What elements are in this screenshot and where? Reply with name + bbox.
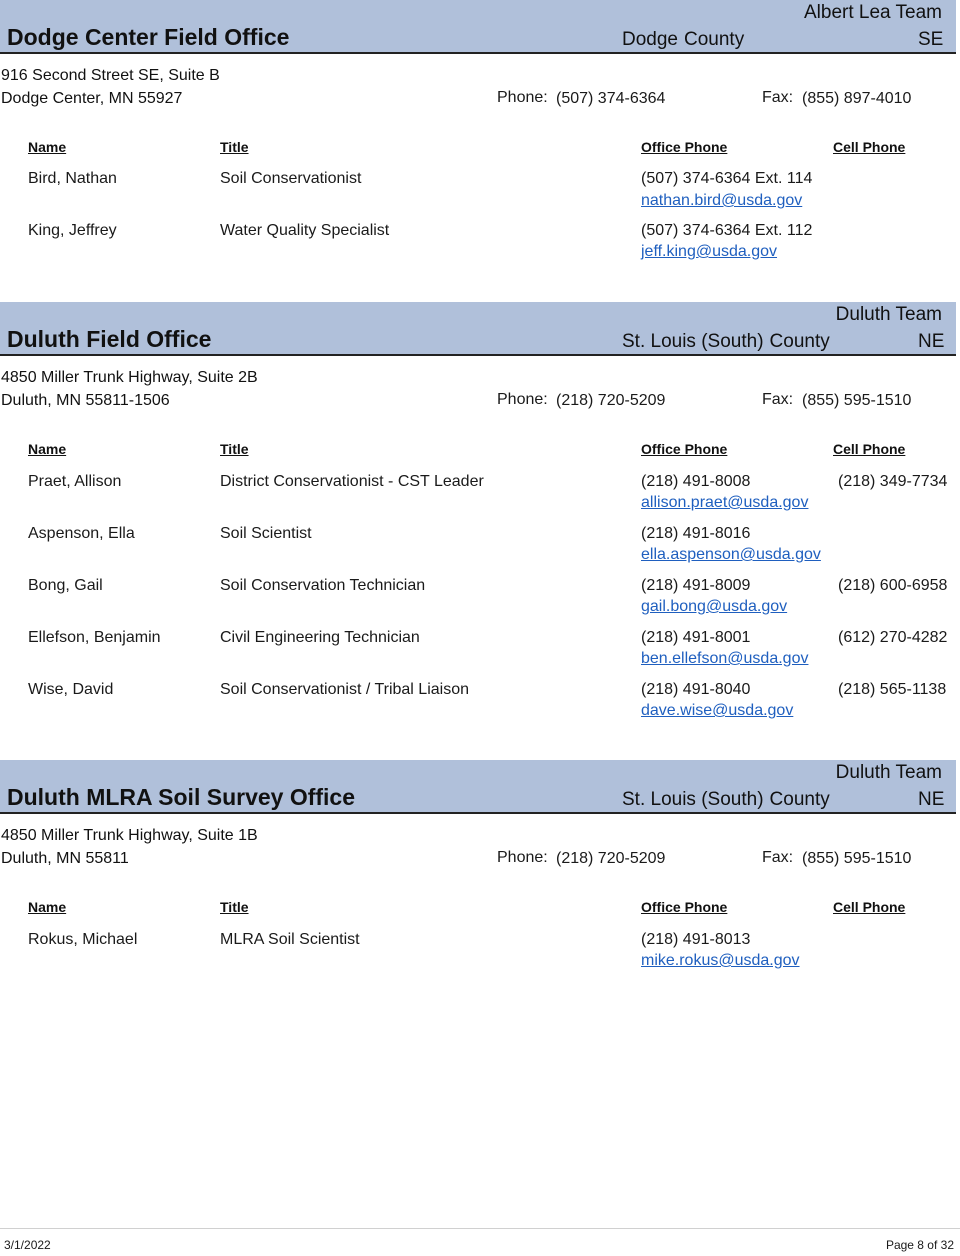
county — [622, 331, 830, 353]
staff-cell-phone: (612) 270-4282 — [838, 629, 948, 646]
staff-title: Soil Conservationist / Tribal Liaison — [220, 681, 470, 698]
staff-email-link[interactable]: gail.bong@usda.gov — [641, 598, 788, 615]
phone-label: Phone: — [497, 391, 548, 408]
staff-name: Bong, Gail — [28, 577, 103, 594]
team-name: Albert Lea Team — [803, 2, 942, 23]
staff-email-link[interactable]: jeff.king@usda.gov — [641, 243, 778, 260]
region-code: SE — [918, 29, 944, 50]
address-line-2: Duluth, MN 55811 — [1, 850, 129, 867]
staff-office-phone: (507) 374-6364 Ext. 112 — [641, 222, 813, 239]
team-name: Duluth Team — [835, 762, 942, 783]
staff-office-phone: (218) 491-8013 — [641, 931, 751, 948]
fax-value: (855) 595-1510 — [802, 392, 912, 409]
page-footer — [0, 1228, 960, 1256]
staff-name: Praet, Allison — [28, 473, 122, 490]
staff-email-link[interactable]: nathan.bird@usda.gov — [641, 192, 803, 209]
office-name: Duluth MLRA Soil Survey Office — [7, 784, 356, 810]
staff-office-phone: (218) 491-8009 — [641, 577, 751, 594]
staff-office-phone: (218) 491-8040 — [641, 681, 751, 698]
office-section — [0, 302, 960, 752]
col-header-name: Name — [28, 899, 67, 915]
col-header-cell-phone: Cell Phone — [833, 899, 906, 915]
team-name: Duluth Team — [835, 304, 942, 325]
address-line-1: 4850 Miller Trunk Highway, Suite 1B — [1, 827, 258, 844]
office-name: Dodge Center Field Office — [7, 24, 290, 50]
staff-email-link[interactable]: mike.rokus@usda.gov — [641, 952, 800, 969]
staff-title: District Conservationist - CST Leader — [220, 473, 484, 490]
staff-name: Aspenson, Ella — [28, 525, 135, 542]
fax-value: (855) 897-4010 — [802, 90, 912, 107]
col-header-office-phone: Office Phone — [641, 899, 728, 915]
staff-name: Ellefson, Benjamin — [28, 629, 161, 646]
county-name: St. Louis (South) — [622, 331, 764, 352]
staff-cell-phone: (218) 565-1138 — [838, 681, 947, 698]
fax-label: Fax: — [762, 391, 794, 408]
footer-date: 3/1/2022 — [4, 1238, 51, 1252]
office-header — [0, 760, 956, 814]
staff-office-phone: (218) 491-8016 — [641, 525, 751, 542]
staff-title: Civil Engineering Technician — [220, 629, 420, 646]
staff-email-link[interactable]: allison.praet@usda.gov — [641, 494, 809, 511]
staff-name: Wise, David — [28, 681, 114, 698]
staff-name: Rokus, Michael — [28, 931, 138, 948]
staff-title: Water Quality Specialist — [220, 222, 390, 239]
col-header-name: Name — [28, 139, 67, 155]
office-phone-value: (218) 720-5209 — [556, 850, 666, 867]
office-name: Duluth Field Office — [7, 326, 212, 352]
county — [622, 29, 744, 51]
address-line-2: Dodge Center, MN 55927 — [1, 90, 183, 107]
phone-label: Phone: — [497, 89, 548, 106]
address-line-2: Duluth, MN 55811-1506 — [1, 392, 170, 409]
office-phone-value: (507) 374-6364 — [556, 90, 666, 107]
address-line-1: 4850 Miller Trunk Highway, Suite 2B — [1, 369, 258, 386]
phone-label: Phone: — [497, 849, 548, 866]
staff-title: Soil Conservationist — [220, 170, 362, 187]
county-label: County — [684, 29, 745, 50]
county — [622, 789, 830, 811]
staff-cell-phone: (218) 600-6958 — [838, 577, 948, 594]
page-number: Page 8 of 32 — [885, 1238, 954, 1252]
staff-email-link[interactable]: ella.aspenson@usda.gov — [641, 546, 821, 563]
staff-office-phone: (218) 491-8008 — [641, 473, 751, 490]
fax-label: Fax: — [762, 849, 794, 866]
col-header-title: Title — [220, 441, 249, 457]
office-section — [0, 0, 960, 290]
region-code: NE — [918, 331, 945, 352]
staff-email-link[interactable]: ben.ellefson@usda.gov — [641, 650, 809, 667]
staff-title: Soil Conservation Technician — [220, 577, 426, 594]
staff-title: Soil Scientist — [220, 525, 312, 542]
county-label: County — [769, 789, 830, 810]
col-header-cell-phone: Cell Phone — [833, 139, 906, 155]
staff-email-link[interactable]: dave.wise@usda.gov — [641, 702, 794, 719]
col-header-name: Name — [28, 441, 67, 457]
office-header — [0, 0, 956, 54]
col-header-office-phone: Office Phone — [641, 441, 728, 457]
fax-label: Fax: — [762, 89, 794, 106]
staff-cell-phone: (218) 349-7734 — [838, 473, 948, 490]
address-line-1: 916 Second Street SE, Suite B — [1, 67, 220, 84]
staff-office-phone: (218) 491-8001 — [641, 629, 751, 646]
col-header-title: Title — [220, 899, 249, 915]
office-header — [0, 302, 956, 356]
office-section — [0, 760, 960, 1000]
col-header-office-phone: Office Phone — [641, 139, 728, 155]
office-phone-value: (218) 720-5209 — [556, 392, 666, 409]
staff-name: King, Jeffrey — [28, 222, 117, 239]
fax-value: (855) 595-1510 — [802, 850, 912, 867]
county-name: St. Louis (South) — [622, 789, 764, 810]
staff-office-phone: (507) 374-6364 Ext. 114 — [641, 170, 813, 187]
county-label: County — [769, 331, 830, 352]
staff-title: MLRA Soil Scientist — [220, 931, 360, 948]
region-code: NE — [918, 789, 945, 810]
col-header-title: Title — [220, 139, 249, 155]
col-header-cell-phone: Cell Phone — [833, 441, 906, 457]
staff-name: Bird, Nathan — [28, 170, 117, 187]
county-name: Dodge — [622, 29, 678, 50]
